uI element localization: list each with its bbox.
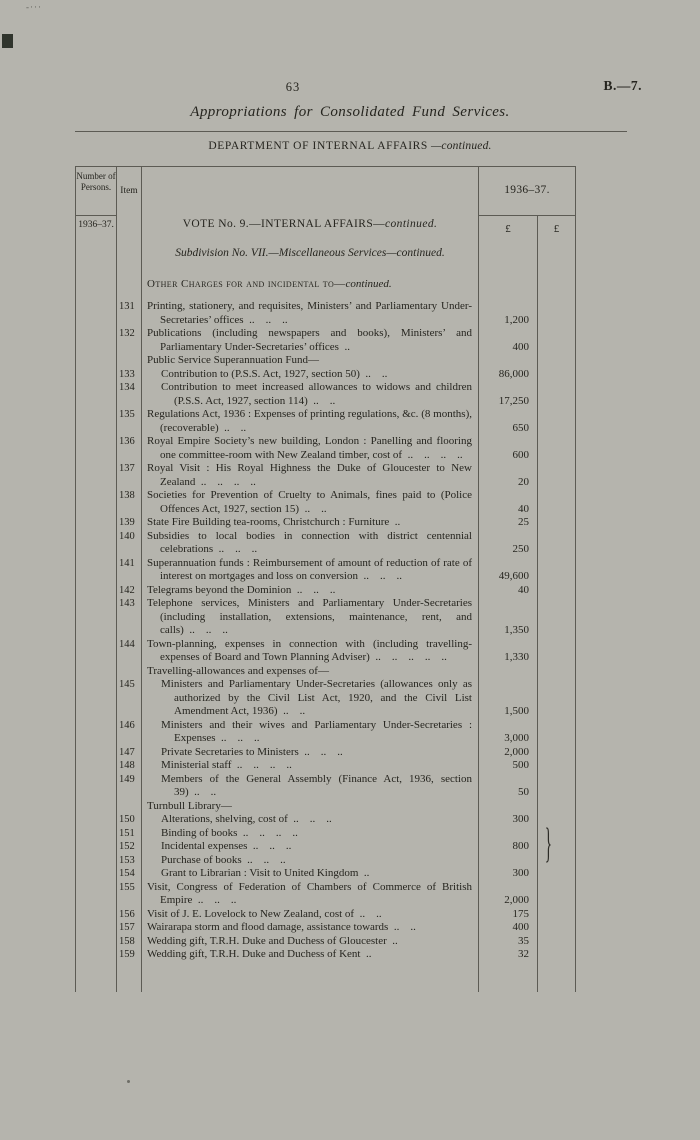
amount-col2-cell xyxy=(538,638,576,665)
item-description: Wedding gift, T.R.H. Duke and Duchess of Kent .. xyxy=(142,948,479,962)
amount-col2-cell xyxy=(538,746,576,760)
item-amount: 2,000 xyxy=(479,881,538,908)
item-amount: 300 xyxy=(479,867,538,881)
item-amount: 20 xyxy=(479,462,538,489)
persons-cell xyxy=(76,678,117,719)
persons-cell xyxy=(76,800,117,814)
persons-cell xyxy=(76,381,117,408)
persons-cell xyxy=(76,243,117,276)
table-row xyxy=(76,719,576,746)
item-number: 151 xyxy=(117,827,142,841)
amount-cell xyxy=(479,962,538,992)
persons-cell xyxy=(76,300,117,327)
item-amount: 1,350 xyxy=(479,597,538,638)
item-amount xyxy=(479,822,552,868)
amount-col2-cell xyxy=(538,516,576,530)
item-description: State Fire Building tea-rooms, Christchurch : Furniture .. xyxy=(142,516,479,530)
item-description: Publications (including newspapers and books), Ministers’ and Parliamentary Under-Secretaries’ offices .. xyxy=(142,327,479,354)
persons-cell xyxy=(76,962,117,992)
amount-cell xyxy=(479,243,538,276)
persons-cell xyxy=(76,867,117,881)
item-number: 158 xyxy=(117,935,142,949)
item-amount: 17,250 xyxy=(479,381,538,408)
table-row xyxy=(76,435,576,462)
amount-col2-cell xyxy=(538,368,576,382)
persons-cell xyxy=(76,908,117,922)
table-row xyxy=(76,665,576,679)
item-number: 132 xyxy=(117,327,142,354)
appropriations-table xyxy=(75,166,576,992)
item-description: Telephone services, Ministers and Parliamentary Under-Secretaries (including installation, extensions, maintenance, rent, and calls) .. .. .. xyxy=(142,597,479,638)
item-description: Wairarapa storm and flood damage, assistance towards .. .. xyxy=(142,921,479,935)
persons-cell xyxy=(76,354,117,368)
col-header-persons xyxy=(76,167,117,216)
item-number: 136 xyxy=(117,435,142,462)
item-amount: 500 xyxy=(479,759,538,773)
table-row xyxy=(76,678,576,719)
persons-cell xyxy=(76,557,117,584)
amount-col2-cell xyxy=(538,867,576,881)
horizontal-rule xyxy=(75,131,627,132)
item-amount: 600 xyxy=(479,435,538,462)
item-amount xyxy=(479,827,538,841)
item-description: Travelling-allowances and expenses of— xyxy=(142,665,479,679)
amount-col2-cell xyxy=(538,530,576,557)
amount-col2-cell xyxy=(538,462,576,489)
amount-col2-cell xyxy=(538,773,576,800)
table-row xyxy=(76,867,576,881)
persons-cell xyxy=(76,921,117,935)
item-description: Regulations Act, 1936 : Expenses of printing regulations, &c. (8 months), (recoverable) .. .. xyxy=(142,408,479,435)
persons-cell xyxy=(76,489,117,516)
subdivision-heading-row xyxy=(76,243,576,276)
item-number: 157 xyxy=(117,921,142,935)
item-description: Wedding gift, T.R.H. Duke and Duchess of Gloucester .. xyxy=(142,935,479,949)
table-row xyxy=(76,381,576,408)
item-amount-value: 800 xyxy=(512,840,529,852)
amount-col2-cell xyxy=(538,678,576,719)
amount-col2-cell xyxy=(538,800,576,814)
item-amount: 175 xyxy=(479,908,538,922)
amount-col2-cell xyxy=(538,827,576,841)
table-row xyxy=(76,759,576,773)
table-row xyxy=(76,773,576,800)
persons-cell xyxy=(76,368,117,382)
item-number: 142 xyxy=(117,584,142,598)
grouping-brace: } xyxy=(544,822,552,868)
amount-col2-cell xyxy=(538,854,576,868)
scan-artifact-dot xyxy=(127,1080,130,1083)
table-row xyxy=(76,584,576,598)
document-title: Appropriations for Consolidated Fund Services. xyxy=(190,104,510,120)
amount-col2-cell xyxy=(538,908,576,922)
amount-col2-cell xyxy=(538,381,576,408)
item-number: 148 xyxy=(117,759,142,773)
table-row xyxy=(76,557,576,584)
amount-col2-cell xyxy=(538,881,576,908)
item-description: Visit, Congress of Federation of Chambers of Commerce of British Empire .. .. .. xyxy=(142,881,479,908)
item-cell xyxy=(117,962,142,992)
persons-year: 1936–37. xyxy=(76,216,117,244)
persons-cell xyxy=(76,840,117,854)
charges-heading xyxy=(142,276,479,301)
item-number xyxy=(117,800,142,814)
col-header-persons-label: Number of Persons. xyxy=(76,171,116,192)
item-amount: 1,500 xyxy=(479,678,538,719)
item-amount: 32 xyxy=(479,948,538,962)
table-row xyxy=(76,935,576,949)
charges-heading-row xyxy=(76,276,576,301)
item-number: 133 xyxy=(117,368,142,382)
item-description: Visit of J. E. Lovelock to New Zealand, cost of .. .. xyxy=(142,908,479,922)
item-number: 137 xyxy=(117,462,142,489)
item-number: 152 xyxy=(117,840,142,854)
item-description: Members of the General Assembly (Finance Act, 1936, section 39) .. .. xyxy=(142,773,479,800)
item-amount: 1,200 xyxy=(479,300,538,327)
item-number: 149 xyxy=(117,773,142,800)
item-amount: 1,330 xyxy=(479,638,538,665)
item-number: 150 xyxy=(117,813,142,827)
amount-col2-cell xyxy=(538,597,576,638)
table-bottom-spacer xyxy=(76,962,576,992)
amount-col2-cell xyxy=(538,584,576,598)
vote-heading-row xyxy=(76,216,576,244)
item-number: 154 xyxy=(117,867,142,881)
item-number: 153 xyxy=(117,854,142,868)
item-amount: 86,000 xyxy=(479,368,538,382)
department-continued: —continued. xyxy=(427,140,492,152)
table-row xyxy=(76,800,576,814)
item-number xyxy=(117,665,142,679)
item-number xyxy=(117,354,142,368)
department-heading xyxy=(0,140,700,152)
persons-cell xyxy=(76,827,117,841)
amount-col2-cell xyxy=(538,557,576,584)
item-description: Turnbull Library— xyxy=(142,800,479,814)
page-number: 63 xyxy=(285,80,301,94)
item-cell xyxy=(117,216,142,244)
currency-symbol-2: £ xyxy=(538,216,576,244)
persons-cell xyxy=(76,435,117,462)
table-row xyxy=(76,827,576,841)
amount-col2-cell xyxy=(538,759,576,773)
persons-cell xyxy=(76,638,117,665)
paper-reference: B.—7. xyxy=(603,78,642,93)
item-amount: 300 xyxy=(479,813,538,827)
persons-cell xyxy=(76,408,117,435)
persons-cell xyxy=(76,584,117,598)
item-description: Public Service Superannuation Fund— xyxy=(142,354,479,368)
item-number: 134 xyxy=(117,381,142,408)
table-row xyxy=(76,813,576,827)
item-amount: 400 xyxy=(479,327,538,354)
item-description: Royal Empire Society’s new building, London : Panelling and flooring one committee-room with New Zealand timber, cost of .. .. .. .. xyxy=(142,435,479,462)
item-number: 138 xyxy=(117,489,142,516)
table-header-row xyxy=(76,167,576,216)
subdivision-heading: Subdivision No. VII.—Miscellaneous Services—continued. xyxy=(142,243,479,276)
amount-col2-cell xyxy=(538,408,576,435)
item-description: Contribution to (P.S.S. Act, 1927, section 50) .. .. xyxy=(142,368,479,382)
table-row xyxy=(76,948,576,962)
item-description: Royal Visit : His Royal Highness the Duke of Gloucester to New Zealand .. .. .. .. xyxy=(142,462,479,489)
table-row xyxy=(76,840,576,854)
item-amount xyxy=(479,854,538,868)
amount-col2-cell xyxy=(538,719,576,746)
amount-cell xyxy=(538,243,576,276)
item-amount: 2,000 xyxy=(479,746,538,760)
description-cell xyxy=(142,962,479,992)
item-number: 156 xyxy=(117,908,142,922)
amount-col2-cell xyxy=(538,354,576,368)
amount-col2-cell xyxy=(538,948,576,962)
item-description: Ministers and Parliamentary Under-Secretaries (allowances only as authorized by the Civil List Act, 1920, and the Civil List Amendment Act, 1936) .. .. xyxy=(142,678,479,719)
item-description: Printing, stationery, and requisites, Ministers’ and Parliamentary Under-Secretaries’ offices .. .. .. xyxy=(142,300,479,327)
item-description: Contribution to meet increased allowances to widows and children (P.S.S. Act, 1927, section 114) .. .. xyxy=(142,381,479,408)
item-number: 146 xyxy=(117,719,142,746)
item-amount: 25 xyxy=(479,516,538,530)
currency-symbol-1: £ xyxy=(479,216,538,244)
item-number: 139 xyxy=(117,516,142,530)
persons-cell xyxy=(76,597,117,638)
table-row xyxy=(76,854,576,868)
item-description: Ministers and their wives and Parliamentary Under-Secretaries : Expenses .. .. .. xyxy=(142,719,479,746)
item-cell xyxy=(117,276,142,301)
item-amount: 250 xyxy=(479,530,538,557)
amount-col2-cell xyxy=(538,327,576,354)
table-row xyxy=(76,408,576,435)
item-description: Purchase of books .. .. .. xyxy=(142,854,479,868)
table-row xyxy=(76,597,576,638)
col-header-item xyxy=(117,167,142,216)
vote-heading xyxy=(142,216,479,244)
amount-cell xyxy=(479,276,538,301)
scan-artifact-edge-square xyxy=(2,34,13,48)
item-number: 140 xyxy=(117,530,142,557)
item-amount: 40 xyxy=(479,489,538,516)
item-description: Grant to Librarian : Visit to United Kingdom .. xyxy=(142,867,479,881)
item-description: Subsidies to local bodies in connection with district centennial celebrations .. .. .. xyxy=(142,530,479,557)
item-amount: 40 xyxy=(479,584,538,598)
item-description: Superannuation funds : Reimbursement of amount of reduction of rate of interest on mortgages and loss on conversion .. .. .. xyxy=(142,557,479,584)
persons-cell xyxy=(76,948,117,962)
item-description: Telegrams beyond the Dominion .. .. .. xyxy=(142,584,479,598)
item-amount: 3,000 xyxy=(479,719,538,746)
persons-cell xyxy=(76,327,117,354)
col-header-year-label: 1936–37. xyxy=(504,184,550,197)
item-amount: 400 xyxy=(479,921,538,935)
persons-cell xyxy=(76,773,117,800)
item-description: Ministerial staff .. .. .. .. xyxy=(142,759,479,773)
amount-col2-cell xyxy=(538,840,576,854)
persons-cell xyxy=(76,530,117,557)
table-row xyxy=(76,516,576,530)
table-row xyxy=(76,921,576,935)
item-description: Incidental expenses .. .. .. xyxy=(142,840,479,854)
item-amount: 50 xyxy=(479,773,538,800)
scan-artifact-top-marks: -··· xyxy=(26,2,42,12)
table-row xyxy=(76,327,576,354)
item-number: 145 xyxy=(117,678,142,719)
table-row xyxy=(76,638,576,665)
table-row xyxy=(76,881,576,908)
item-amount xyxy=(479,800,538,814)
col-header-year xyxy=(479,167,576,216)
amount-col2-cell xyxy=(538,935,576,949)
item-number: 143 xyxy=(117,597,142,638)
table-row xyxy=(76,489,576,516)
table-row xyxy=(76,908,576,922)
item-number: 155 xyxy=(117,881,142,908)
vote-title: VOTE No. 9.—INTERNAL AFFAIRS— xyxy=(182,217,386,230)
charges-continued: continued. xyxy=(345,277,392,290)
persons-cell xyxy=(76,516,117,530)
amount-col2-cell xyxy=(538,435,576,462)
amount-col2-cell xyxy=(538,813,576,827)
charges-title: Other Charges for and incidental to— xyxy=(147,277,346,290)
item-number: 135 xyxy=(117,408,142,435)
item-number: 144 xyxy=(117,638,142,665)
persons-cell xyxy=(76,881,117,908)
col-header-description xyxy=(142,167,479,216)
item-amount: 35 xyxy=(479,935,538,949)
table-row xyxy=(76,300,576,327)
item-amount xyxy=(479,665,538,679)
persons-cell xyxy=(76,813,117,827)
col-header-item-label: Item xyxy=(120,185,138,196)
amount-col2-cell xyxy=(538,300,576,327)
item-description: Societies for Prevention of Cruelty to Animals, fines paid to (Police Offences Act, 1927, section 15) .. .. xyxy=(142,489,479,516)
vote-continued: continued. xyxy=(385,217,438,230)
table-row xyxy=(76,746,576,760)
item-cell xyxy=(117,243,142,276)
amount-cell xyxy=(538,962,576,992)
item-number: 141 xyxy=(117,557,142,584)
table-row xyxy=(76,354,576,368)
persons-cell xyxy=(76,719,117,746)
table-row xyxy=(76,462,576,489)
table-row xyxy=(76,368,576,382)
amount-col2-cell xyxy=(538,489,576,516)
item-description: Binding of books .. .. .. .. xyxy=(142,827,479,841)
item-amount xyxy=(479,354,538,368)
persons-cell xyxy=(76,935,117,949)
item-description: Town-planning, expenses in connection with (including travelling-expenses of Board and Town Planning Adviser) .. .. .. .. .. xyxy=(142,638,479,665)
table-row xyxy=(76,530,576,557)
item-amount: 650 xyxy=(479,408,538,435)
persons-cell xyxy=(76,746,117,760)
persons-cell xyxy=(76,665,117,679)
item-number: 159 xyxy=(117,948,142,962)
item-description: Private Secretaries to Ministers .. .. .. xyxy=(142,746,479,760)
persons-cell xyxy=(76,276,117,301)
department-name: DEPARTMENT OF INTERNAL AFFAIRS xyxy=(208,140,428,152)
amount-col2-cell xyxy=(538,665,576,679)
persons-cell xyxy=(76,759,117,773)
item-amount: 49,600 xyxy=(479,557,538,584)
item-number: 147 xyxy=(117,746,142,760)
persons-cell xyxy=(76,462,117,489)
item-number: 131 xyxy=(117,300,142,327)
amount-cell xyxy=(538,276,576,301)
persons-cell xyxy=(76,854,117,868)
amount-col2-cell xyxy=(538,921,576,935)
item-description: Alterations, shelving, cost of .. .. .. xyxy=(142,813,479,827)
